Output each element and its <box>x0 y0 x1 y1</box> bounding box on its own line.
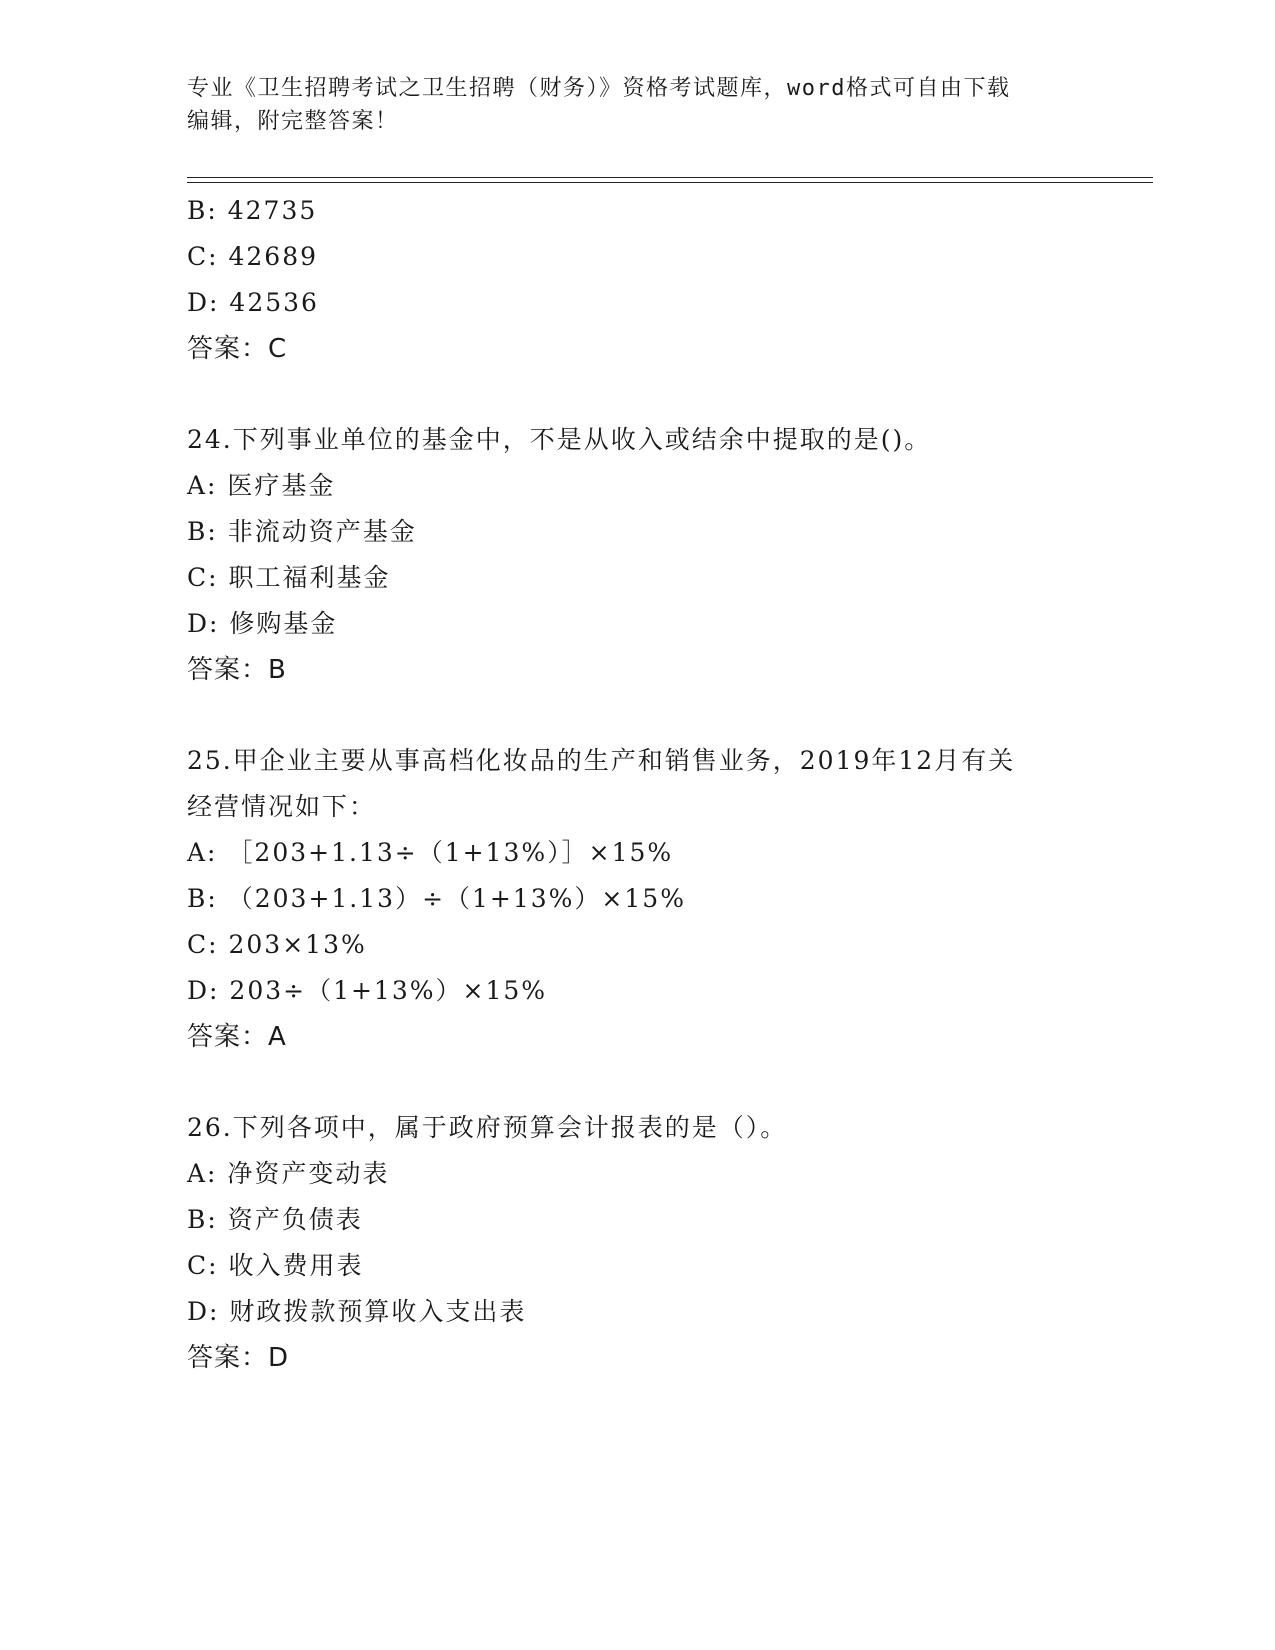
question-text-line-1: 25.甲企业主要从事高档化妆品的生产和销售业务，2019年12月有关 <box>187 746 1016 775</box>
question-list <box>187 188 1087 1381</box>
document-header <box>187 72 1067 138</box>
option-a: A: ［203+1.13÷（1+13%）］×15% <box>187 838 674 867</box>
header-divider-bottom <box>187 182 1153 183</box>
answer: 答案：D <box>187 1343 290 1373</box>
answer: 答案：C <box>187 334 288 364</box>
question-23 <box>187 188 1087 372</box>
answer: 答案：B <box>187 655 287 685</box>
header-line-1: 专业《卫生招聘考试之卫生招聘（财务）》资格考试题库，word格式可自由下载 <box>187 76 1011 101</box>
option-a: A: 净资产变动表 <box>187 1159 390 1188</box>
option-d: D: 203÷（1+13%）×15% <box>187 976 548 1005</box>
option-b: B: 资产负债表 <box>187 1205 363 1234</box>
option-d: D: 42536 <box>187 288 319 317</box>
answer: 答案：A <box>187 1022 287 1052</box>
option-c: C: 203×13% <box>187 930 367 959</box>
option-a: A: 医疗基金 <box>187 471 336 500</box>
header-line-2: 编辑，附完整答案！ <box>187 109 399 134</box>
question-25 <box>187 738 1087 1060</box>
option-b: B: 非流动资产基金 <box>187 517 417 546</box>
question-text: 26.下列各项中，属于政府预算会计报表的是（）。 <box>187 1113 788 1142</box>
option-b: B: （203+1.13）÷（1+13%）×15% <box>187 884 686 913</box>
option-d: D: 修购基金 <box>187 609 338 638</box>
option-c: C: 职工福利基金 <box>187 563 391 592</box>
option-d: D: 财政拨款预算收入支出表 <box>187 1297 527 1326</box>
question-text: 24.下列事业单位的基金中，不是从收入或结余中提取的是()。 <box>187 425 932 454</box>
option-c: C: 收入费用表 <box>187 1251 364 1280</box>
question-24 <box>187 417 1087 693</box>
question-text-line-2: 经营情况如下： <box>187 792 377 821</box>
question-26 <box>187 1105 1087 1381</box>
option-c: C: 42689 <box>187 242 319 271</box>
option-b: B: 42735 <box>187 196 318 225</box>
header-divider-top <box>187 177 1153 178</box>
